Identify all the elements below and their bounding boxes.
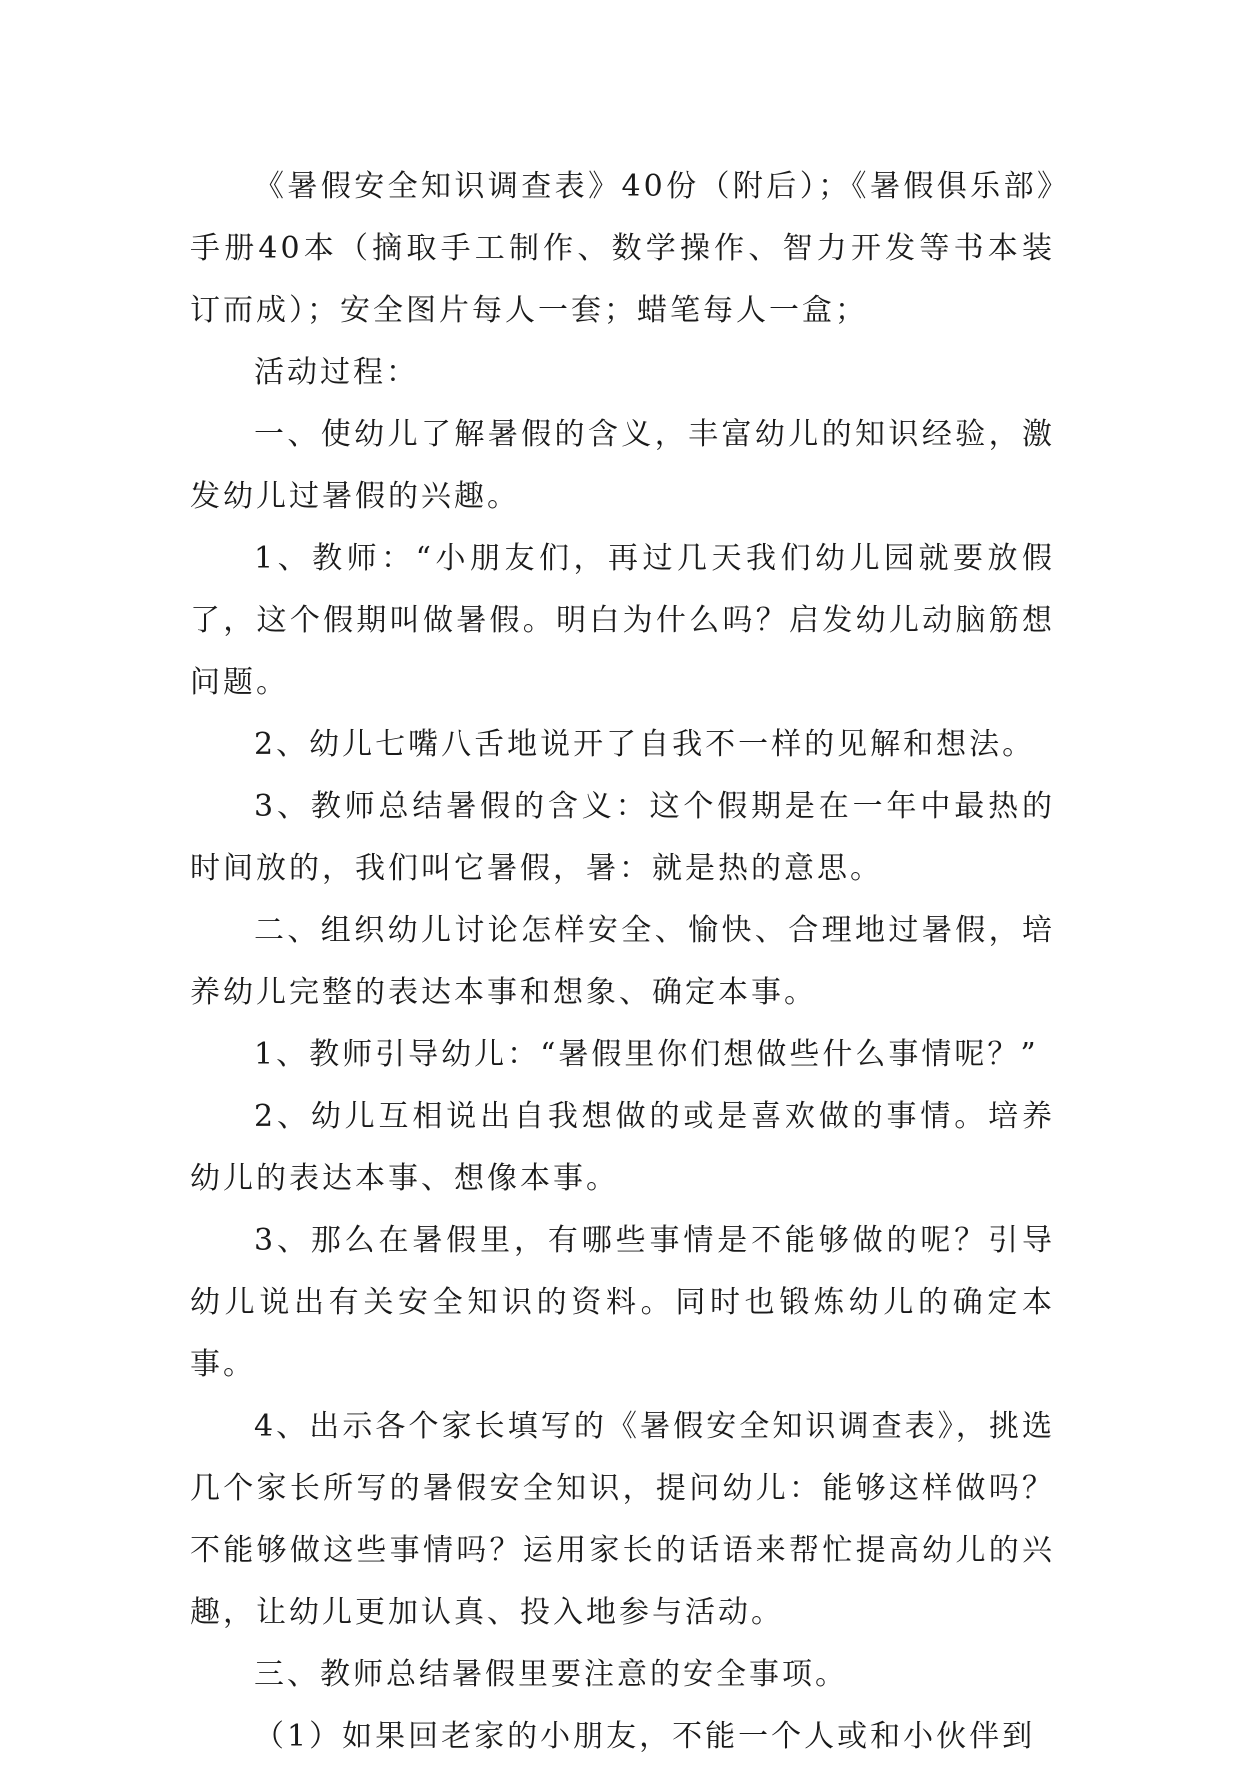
- paragraph-item-2-4: 4、出示各个家长填写的《暑假安全知识调查表》，挑选几个家长所写的暑假安全知识，提问幼儿：能够这样做吗？不能够做这些事情吗？运用家长的话语来帮忙提高幼儿的兴趣，让幼儿更加认真、投入地参与活动。: [190, 1409, 1055, 1630]
- paragraph-item-1-3: 3、教师总结暑假的含义：这个假期是在一年中最热的时间放的，我们叫它暑假，暑：就是热的意思。: [190, 789, 1055, 886]
- paragraph-section-three: 三、教师总结暑假里要注意的安全事项。: [254, 1657, 848, 1692]
- paragraph-item-2-1: 1、教师引导幼儿：“暑假里你们想做些什么事情呢？”: [254, 1037, 1039, 1072]
- paragraph-process-heading: 活动过程：: [254, 355, 419, 390]
- paragraph-section-two: 二、组织幼儿讨论怎样安全、愉快、合理地过暑假，培养幼儿完整的表达本事和想象、确定本事。: [190, 913, 1055, 1010]
- paragraph-item-3-1: （1）如果回老家的小朋友，不能一个人或和小伙伴到: [254, 1719, 1036, 1754]
- document-body: [190, 156, 1055, 1768]
- paragraph-item-2-3: 3、那么在暑假里，有哪些事情是不能够做的呢？引导幼儿说出有关安全知识的资料。同时也锻炼幼儿的确定本事。: [190, 1223, 1055, 1382]
- paragraph-materials: 《暑假安全知识调查表》40份（附后）；《暑假俱乐部》手册40本（摘取手工制作、数学操作、智力开发等书本装订而成）；安全图片每人一套；蜡笔每人一盒；: [190, 169, 1055, 328]
- paragraph-item-2-2: 2、幼儿互相说出自我想做的或是喜欢做的事情。培养幼儿的表达本事、想像本事。: [190, 1099, 1055, 1196]
- paragraph-item-1-2: 2、幼儿七嘴八舌地说开了自我不一样的见解和想法。: [254, 727, 1036, 762]
- paragraph-item-1-1: 1、教师：“小朋友们，再过几天我们幼儿园就要放假了，这个假期叫做暑假。明白为什么吗？启发幼儿动脑筋想问题。: [190, 541, 1055, 700]
- paragraph-section-one: 一、使幼儿了解暑假的含义，丰富幼儿的知识经验，激发幼儿过暑假的兴趣。: [190, 417, 1055, 514]
